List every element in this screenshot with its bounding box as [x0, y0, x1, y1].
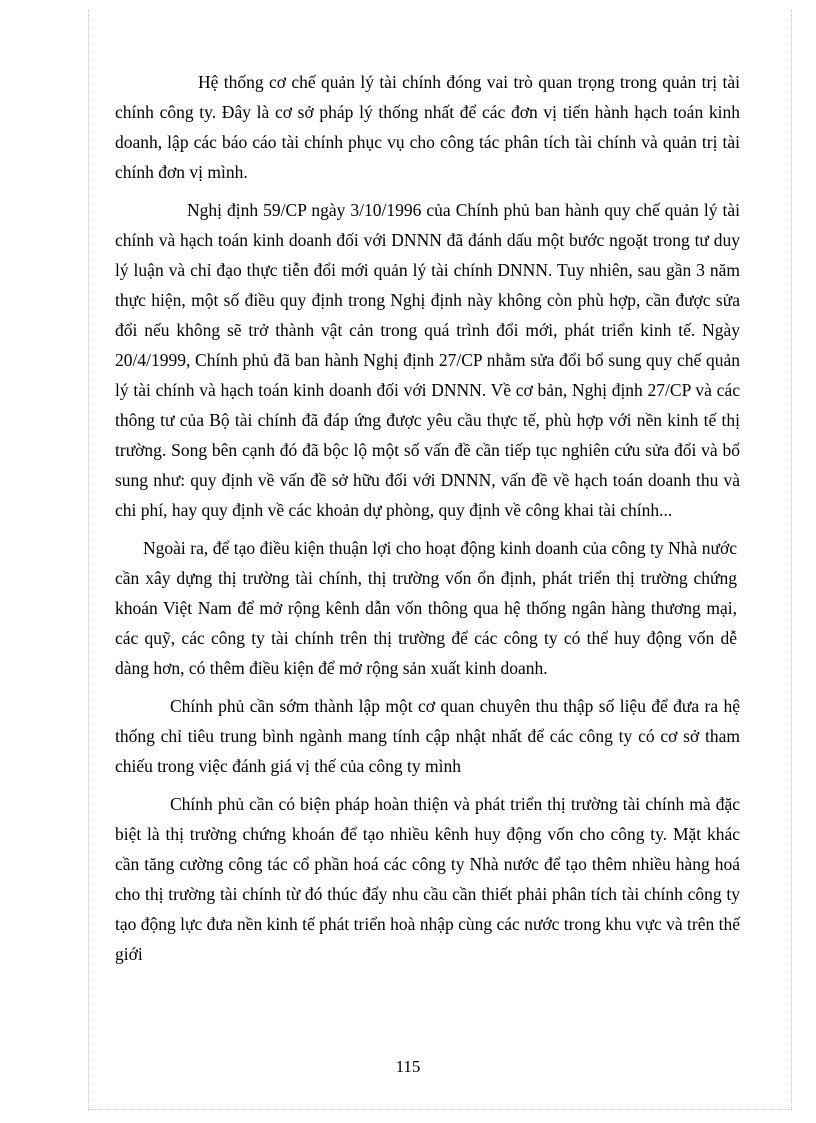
paragraph-securities-market: Chính phủ cần có biện pháp hoàn thiện và phát triển thị trường tài chính mà đặc biệt là thị trường chứng khoán để tạo nhiều kênh huy động vốn cho công ty. Mặt khác cần tăng cường công tác cổ phần hoá các công ty Nhà nước để tạo thêm nhiều hàng hoá cho thị trường tài chính từ đó thúc đẩy nhu cầu cần thiết phải phân tích tài chính công ty tạo động lực đưa nền kinh tế phát triển hoà nhập cùng các nước trong khu vực và trên thế giới	[115, 794, 740, 964]
paragraph-market-conditions: Ngoài ra, để tạo điều kiện thuận lợi cho hoạt động kinh doanh của công ty Nhà nước cần xây dựng thị trường tài chính, thị trường vốn ổn định, phát triển thị trường chứng khoán Việt Nam để mở rộng kênh dẫn vốn thông qua hệ thống ngân hàng thương mại, các quỹ, các công ty tài chính trên thị trường để các công ty có thể huy động vốn dễ dàng hơn, có thêm điều kiện để mở rộng sản xuất kinh doanh.	[115, 538, 737, 678]
page-number: 115	[395, 1057, 421, 1076]
paragraph-statistics-agency: Chính phủ cần sớm thành lập một cơ quan chuyên thu thập số liệu để đưa ra hệ thống chỉ tiêu trung bình ngành mang tính cập nhật nhất để các công ty có cơ sở tham chiếu trong việc đánh giá vị thế của công ty mình	[115, 696, 740, 776]
document-body	[115, 67, 740, 969]
paragraph-decree-59-cp: Nghị định 59/CP ngày 3/10/1996 của Chính phủ ban hành quy chế quản lý tài chính và hạch toán kinh doanh đối với DNNN đã đánh dấu một bước ngoặt trong tư duy lý luận và chỉ đạo thực tiễn đổi mới quản lý tài chính DNNN. Tuy nhiên, sau gần 3 năm thực hiện, một số điều quy định trong Nghị định này không còn phù hợp, cần được sửa đổi nếu không sẽ trở thành vật cản trong quá trình đổi mới, phát triển kinh tế. Ngày 20/4/1999, Chính phủ đã ban hành Nghị định 27/CP nhằm sửa đổi bổ sung quy chế quản lý tài chính và hạch toán kinh doanh đối với DNNN. Về cơ bản, Nghị định 27/CP và các thông tư của Bộ tài chính đã đáp ứng được yêu cầu thực tế, phù hợp với nền kinh tế thị trường. Song bên cạnh đó đã bộc lộ một số vấn đề cần tiếp tục nghiên cứu sửa đổi và bổ sung như: quy định về vấn đề sở hữu đối với DNNN, vấn đề về hạch toán doanh thu và chi phí, hay quy định về các khoản dự phòng, quy định về công khai tài chính...	[115, 200, 740, 520]
paragraph-financial-mechanism: Hệ thống cơ chế quản lý tài chính đóng vai trò quan trọng trong quản trị tài chính công ty. Đây là cơ sở pháp lý thống nhất để các đơn vị tiến hành hạch toán kinh doanh, lập các báo cáo tài chính phục vụ cho công tác phân tích tài chính và quản trị tài chính đơn vị mình.	[115, 72, 740, 182]
